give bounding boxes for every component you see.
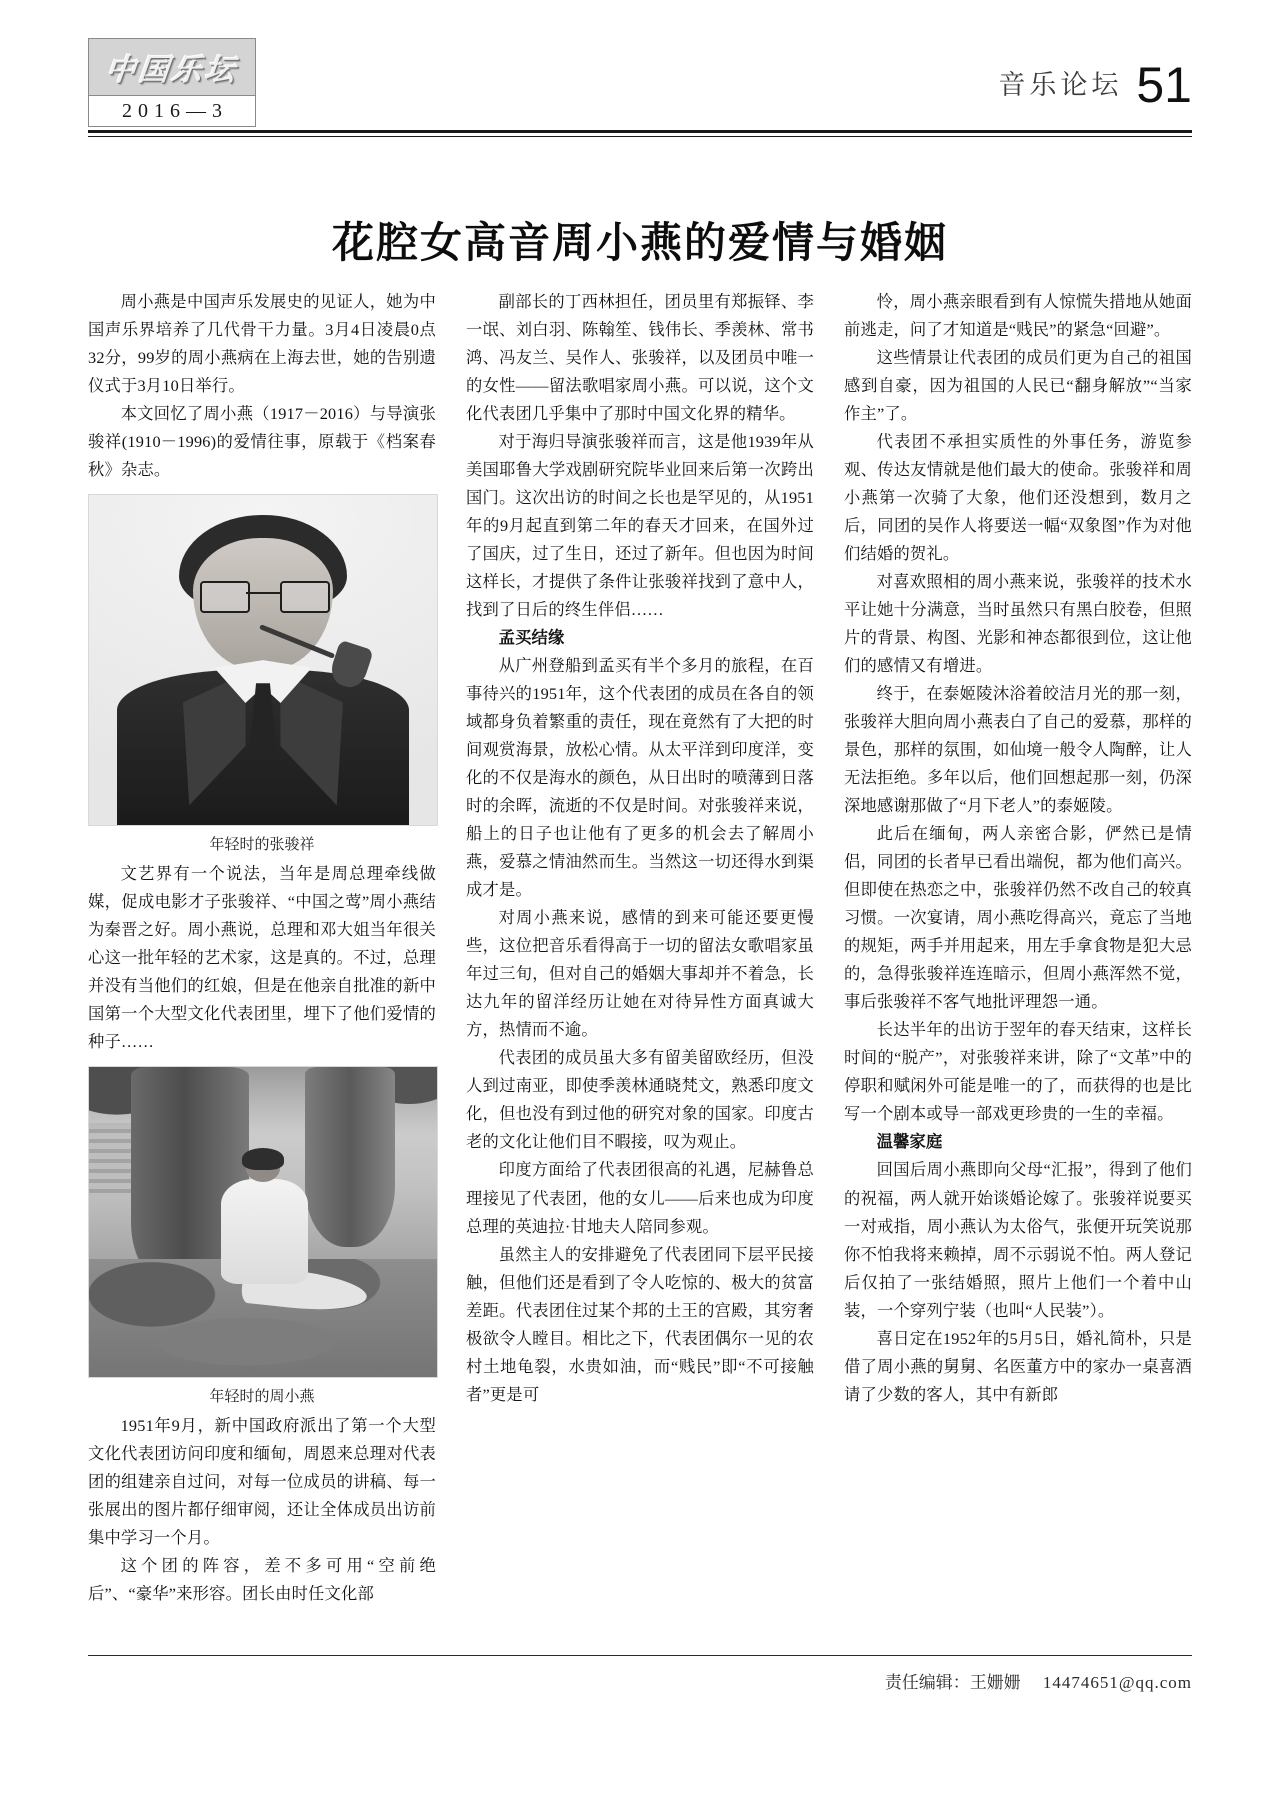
photo-zhou-xiaoyan	[88, 1066, 438, 1378]
page-header	[998, 57, 1192, 113]
paragraph: 此后在缅甸，两人亲密合影，俨然已是情侣，同团的长者早已看出端倪，都为他们高兴。但即使在热恋之中，张骏祥仍然不改自己的较真习惯。一次宴请，周小燕吃得高兴，竟忘了当地的规矩，两手并用起来，用左手拿食物是犯大忌的，急得张骏祥连连暗示，但周小燕浑然不觉，事后张骏祥不客气地批评理怨一通。	[844, 824, 1192, 1012]
figure-zhang-junxiang	[88, 494, 436, 854]
paragraph: 怜，周小燕亲眼看到有人惊慌失措地从她面前逃走，问了才知道是“贱民”的紧急“回避”。	[844, 292, 1192, 340]
journal-logo	[88, 38, 256, 96]
paragraph: 虽然主人的安排避免了代表团同下层平民接触，但他们还是看到了令人吃惊的、极大的贫富差距。代表团住过某个邦的土王的宫殿，其穷奢极欲令人瞠目。相比之下，代表团偶尔一见的农村土地龟裂，水贵如油，而“贱民”即“不可接触者”更是可	[466, 1244, 814, 1404]
journal-issue: 2016—3	[122, 99, 228, 122]
paragraph: 周小燕是中国声乐发展史的见证人，她为中国声乐界培养了几代骨干力量。3月4日凌晨0点32分，99岁的周小燕病在上海去世，她的告别遗仪式于3月10日举行。	[88, 292, 436, 396]
paragraph: 回国后周小燕即向父母“汇报”，得到了他们的祝福，两人就开始谈婚论嫁了。张骏祥说要买一对戒指，周小燕认为太俗气，张便开玩笑说那你不怕我将来赖掉，周不示弱说不怕。两人登记后仅拍了一张结婚照，照片上他们一个着中山装，一个穿列宁装（也叫“人民装”）。	[844, 1160, 1192, 1320]
paragraph: 本文回忆了周小燕（1917－2016）与导演张骏祥(1910－1996)的爱情往事，原载于《档案春秋》杂志。	[88, 404, 436, 480]
editor-name: 王姗姗	[969, 1673, 1021, 1692]
paragraph: 这些情景让代表团的成员们更为自己的祖国感到自豪，因为祖国的人民已“翻身解放”“当家作主”了。	[844, 348, 1192, 424]
journal-issue-box	[88, 96, 256, 127]
article-body	[88, 288, 1192, 1633]
page-number: 51	[1136, 57, 1192, 113]
eyeglasses-icon	[200, 581, 249, 613]
masthead	[88, 38, 256, 127]
page-title: 花腔女高音周小燕的爱情与婚姻	[331, 221, 948, 268]
paragraph: 长达半年的出访于翌年的春天结束，这样长时间的“脱产”，对张骏祥来讲，除了“文革”中的停职和赋闲外可能是唯一的了，而获得的也是比写一个剧本或导一部戏更珍贵的一生的幸福。	[844, 1020, 1192, 1124]
paragraph: 对喜欢照相的周小燕来说，张骏祥的技术水平让她十分满意，当时虽然只有黑白胶卷，但照片的背景、构图、光影和神态都很到位，这让他们的感情又有增进。	[844, 572, 1192, 676]
figure-zhou-xiaoyan	[88, 1066, 436, 1406]
paragraph: 这个团的阵容，差不多可用“空前绝后”、“豪华”来形容。团长由时任文化部	[88, 1556, 436, 1604]
footer	[885, 1668, 1192, 1693]
paragraph: 代表团的成员虽大多有留美留欧经历，但没人到过南亚，即使季羡林通晓梵文，熟悉印度文化，但也没有到过他的研究对象的国家。印度古老的文化让他们目不暇接，叹为观止。	[466, 1048, 814, 1152]
figure-caption: 年轻时的张骏祥	[209, 837, 315, 854]
paragraph: 代表团不承担实质性的外事任务，游览参观、传达友情就是他们最大的使命。张骏祥和周小燕第一次骑了大象，他们还没想到，数月之后，同团的吴作人将要送一幅“双象图”作为对他们结婚的贺礼。	[844, 432, 1192, 564]
paragraph: 副部长的丁西林担任，团员里有郑振铎、李一氓、刘白羽、陈翰笙、钱伟长、季羡林、常书鸿、冯友兰、吴作人、张骏祥，以及团员中唯一的女性——留法歌唱家周小燕。可以说，这个文化代表团几乎集中了那时中国文化界的精华。	[466, 292, 814, 424]
text-column-3	[844, 288, 1192, 1633]
editor-label: 责任编辑：	[884, 1673, 970, 1692]
paragraph: 对周小燕来说，感情的到来可能还要更慢些，这位把音乐看得高于一切的留法女歌唱家虽年过三旬，但对自己的婚姻大事却并不着急，长达九年的留洋经历让她在对待异性方面真诚大方，热情而不逾。	[466, 908, 814, 1040]
text-column-2	[466, 288, 814, 1633]
paragraph: 印度方面给了代表团很高的礼遇，尼赫鲁总理接见了代表团，他的女儿——后来也成为印度总理的英迪拉·甘地夫人陪同参观。	[466, 1160, 814, 1236]
text-column-1	[88, 288, 436, 1633]
editor-email: 14474651@qq.com	[1042, 1673, 1192, 1692]
paragraph: 1951年9月，新中国政府派出了第一个大型文化代表团访问印度和缅甸，周恩来总理对代表团的组建亲自过问，对每一位成员的讲稿、每一张展出的图片都仔细审阅，还让全体成员出访前集中学习一个月。	[88, 1416, 436, 1548]
section-subheading: 温馨家庭	[876, 1132, 943, 1152]
footer-divider	[88, 1655, 1192, 1656]
journal-name: 中国乐坛	[103, 54, 240, 87]
figure-caption: 年轻时的周小燕	[209, 1389, 315, 1406]
header-divider	[88, 130, 1192, 137]
section-subheading: 孟买结缘	[498, 628, 565, 648]
photo-zhang-junxiang	[88, 494, 438, 826]
paragraph: 文艺界有一个说法，当年是周总理牵线做媒，促成电影才子张骏祥、“中国之莺”周小燕结为秦晋之好。周小燕说，总理和邓大姐当年很关心这一批年轻的艺术家，这是真的。不过，总理并没有当他们的红娘，但是在他亲自批准的新中国第一个大型文化代表团里，埋下了他们爱情的种子……	[88, 864, 436, 1052]
paragraph: 终于，在泰姬陵沐浴着皎洁月光的那一刻，张骏祥大胆向周小燕表白了自己的爱慕，那样的景色，那样的氛围，如仙境一般令人陶醉，让人无法拒绝。多年以后，他们回想起那一刻，仍深深地感谢那做了“月下老人”的泰姬陵。	[844, 684, 1192, 816]
paragraph: 从广州登船到孟买有半个多月的旅程，在百事待兴的1951年，这个代表团的成员在各自的领域都身负着繁重的责任，现在竟然有了大把的时间观赏海景，放松心情。从太平洋到印度洋，变化的不仅是海水的颜色，从日出时的喷薄到日落时的余晖，流逝的不仅是时间。对张骏祥来说，船上的日子也让他有了更多的机会去了解周小燕，爱慕之情油然而生。当然这一切还得水到渠成才是。	[466, 656, 814, 900]
paragraph: 对于海归导演张骏祥而言，这是他1939年从美国耶鲁大学戏剧研究院毕业回来后第一次跨出国门。这次出访的时间之长也是罕见的，从1951年的9月起直到第二年的春天才回来，在国外过了国庆，过了生日，还过了新年。但也因为时间这样长，才提供了条件让张骏祥找到了意中人，找到了日后的终生伴侣……	[466, 432, 814, 620]
section-title: 音乐论坛	[998, 70, 1123, 100]
paragraph: 喜日定在1952年的5月5日，婚礼简朴，只是借了周小燕的舅舅、名医董方中的家办一桌喜酒请了少数的客人，其中有新郎	[844, 1328, 1192, 1404]
editor-info	[885, 1668, 1021, 1693]
